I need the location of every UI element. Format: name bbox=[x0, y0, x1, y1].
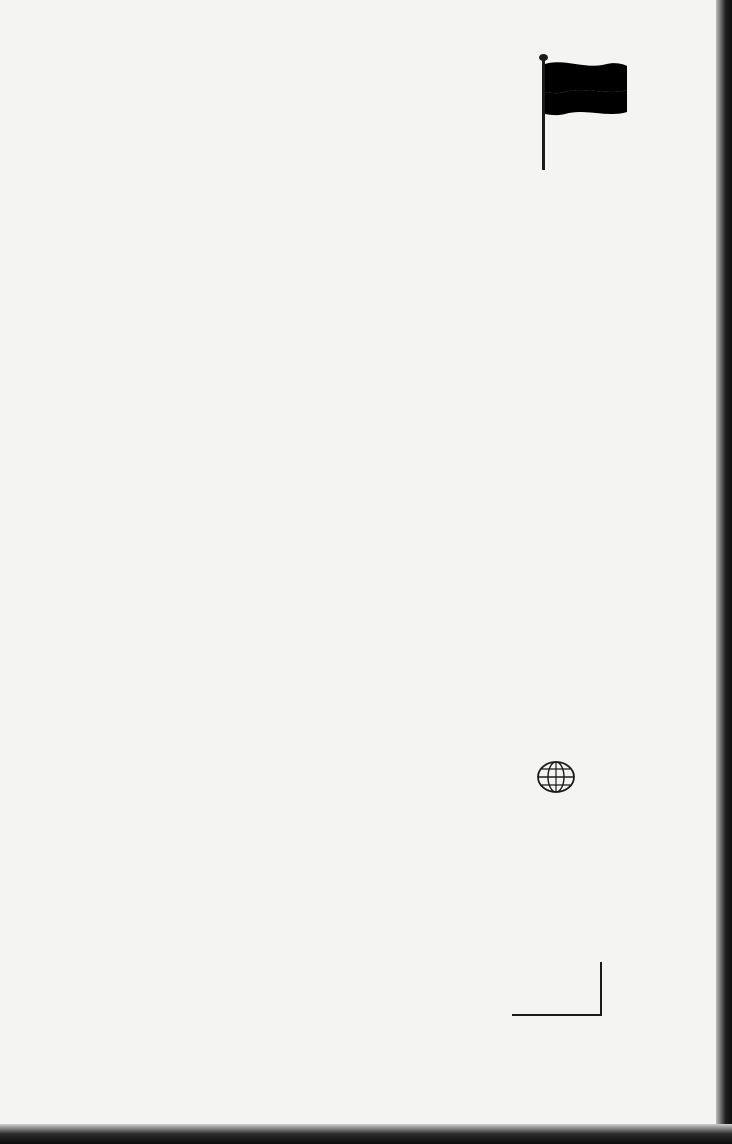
scan-edge-right bbox=[716, 0, 732, 1144]
month-end-notes bbox=[44, 368, 498, 371]
page-number-box bbox=[512, 962, 602, 1016]
globe-icon bbox=[534, 758, 578, 796]
scan-edge-bottom bbox=[0, 1124, 732, 1144]
czech-flag-icon bbox=[545, 60, 629, 120]
